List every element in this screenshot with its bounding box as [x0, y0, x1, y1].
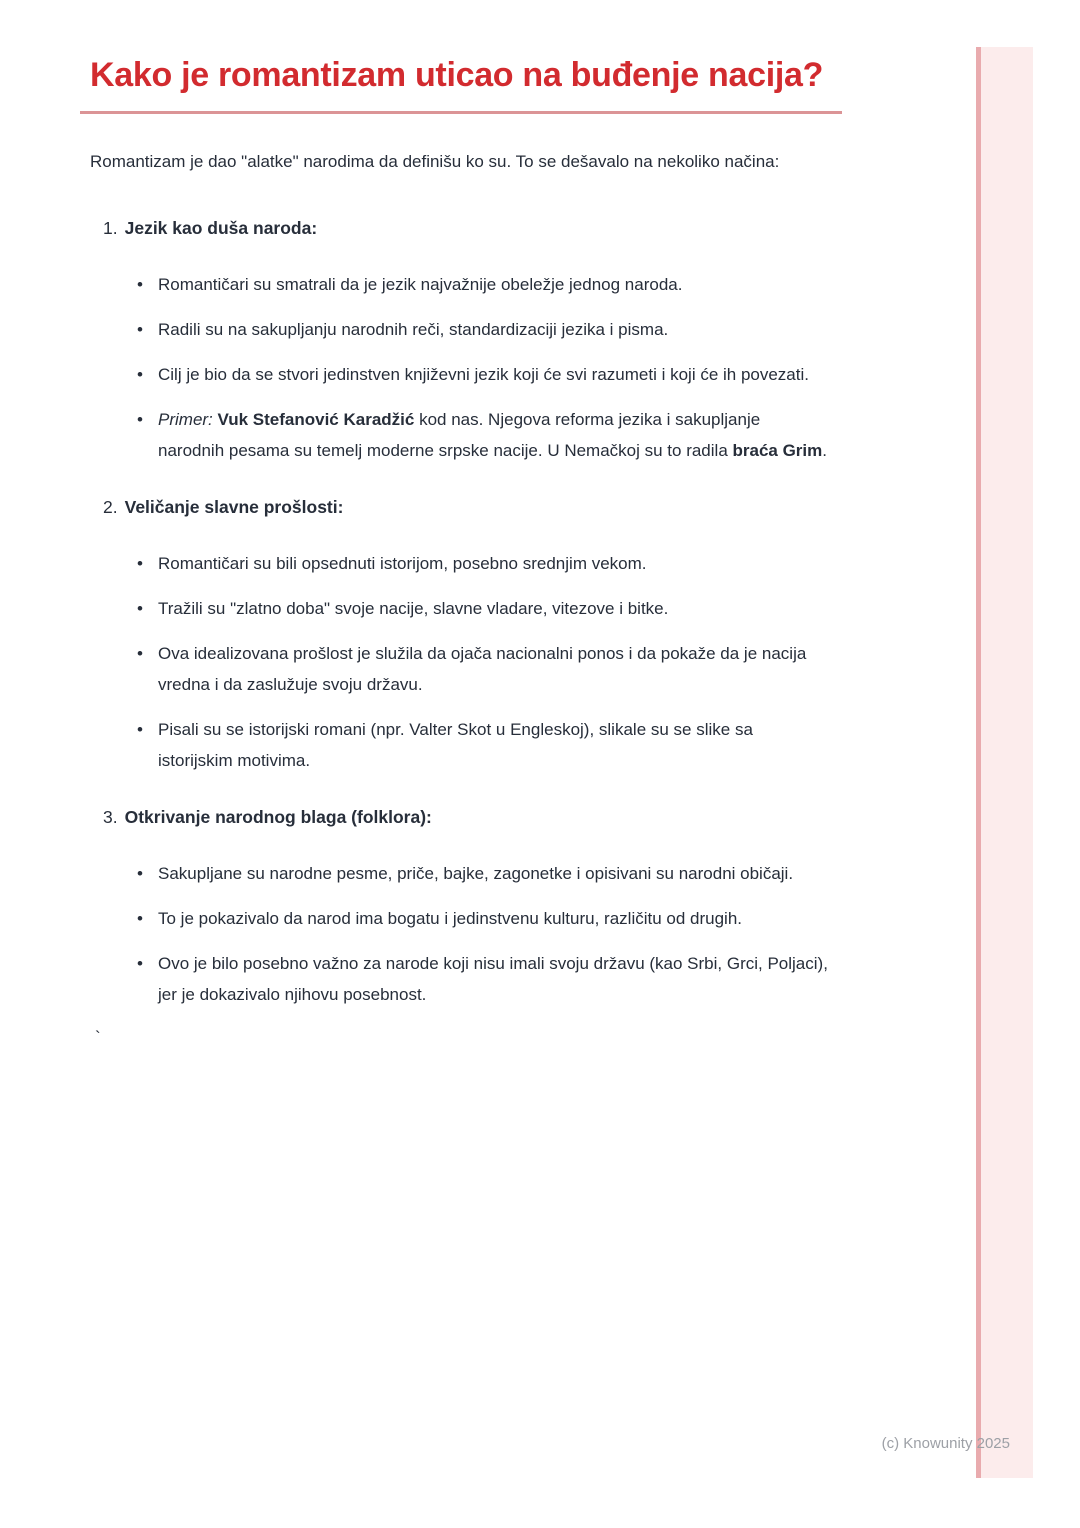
bullet-item	[158, 269, 830, 300]
section-number: 1.	[103, 218, 118, 238]
bullet-item	[158, 359, 830, 390]
stray-backtick-mark: `	[95, 1028, 101, 1047]
bullet-text-segment: braća Grim	[732, 441, 823, 460]
bullet-text-segment: Romantičari su smatrali da je jezik najvažnije obeležje jednog naroda.	[158, 275, 683, 294]
bullet-item	[158, 593, 830, 624]
bullet-text-segment: Ova idealizovana prošlost je služila da ojača nacionalni ponos i da pokaže da je nacija vredna i da zaslužuje svoju državu.	[158, 644, 807, 694]
bullet-list	[90, 548, 830, 776]
bullet-text-segment: Ovo je bilo posebno važno za narode koji nisu imali svoju državu (kao Srbi, Grci, Poljaci), jer je dokazivalo njihovu posebnost.	[158, 954, 828, 1004]
bullet-item	[158, 858, 830, 889]
bullet-item	[158, 903, 830, 934]
section-heading-text: Veličanje slavne prošlosti:	[124, 497, 344, 517]
bullet-text-segment: kod nas. Njegova reforma jezika i sakupljanje narodnih pesama su temelj moderne srpske nacije. U Nemačkoj su to radila	[158, 410, 761, 460]
bullet-text-segment: Radili su na sakupljanju narodnih reči, standardizaciji jezika i pisma.	[158, 320, 669, 339]
bullet-text-segment: Vuk Stefanović Karadžić	[217, 410, 415, 429]
bullet-text-segment: Sakupljane su narodne pesme, priče, bajke, zagonetke i opisivani su narodni običaji.	[158, 864, 794, 883]
section-heading-text: Otkrivanje narodnog blaga (folklora):	[124, 807, 432, 827]
title-divider	[80, 111, 842, 114]
bullet-item	[158, 404, 830, 466]
section-heading	[90, 802, 830, 832]
section-heading	[90, 492, 830, 522]
bullet-item	[158, 314, 830, 345]
intro-paragraph: Romantizam je dao "alatke" narodima da definišu ko su. To se dešavalo na nekoliko načina:	[90, 152, 780, 171]
section-heading-text: Jezik kao duša naroda:	[124, 218, 318, 238]
decorative-stripe	[976, 47, 1033, 1478]
section-language	[90, 213, 830, 466]
bullet-text-segment: .	[822, 441, 827, 460]
section-heading	[90, 213, 830, 243]
bullet-list	[90, 858, 830, 1010]
section-number: 2.	[103, 497, 118, 517]
bullet-text-segment: Cilj je bio da se stvori jedinstven književni jezik koji će svi razumeti i koji će ih povezati.	[158, 365, 809, 384]
bullet-item	[158, 948, 830, 1010]
copyright-notice: (c) Knowunity 2025	[881, 1435, 1010, 1452]
bullet-item	[158, 638, 830, 700]
bullet-item	[158, 548, 830, 579]
section-glorious-past	[90, 492, 830, 776]
section-number: 3.	[103, 807, 118, 827]
bullet-item	[158, 714, 830, 776]
bullet-text-segment: Pisali su se istorijski romani (npr. Valter Skot u Engleskoj), slikale su se slike sa istorijskim motivima.	[158, 720, 753, 770]
page-title: Kako je romantizam uticao na buđenje nacija?	[90, 56, 824, 94]
numbered-section-list	[90, 213, 830, 1010]
bullet-text-segment: To je pokazivalo da narod ima bogatu i jedinstvenu kulturu, različitu od drugih.	[158, 909, 743, 928]
bullet-text-segment: Tražili su "zlatno doba" svoje nacije, slavne vladare, vitezove i bitke.	[158, 599, 669, 618]
bullet-text-segment: Primer:	[158, 410, 213, 429]
bullet-text-segment: Romantičari su bili opsednuti istorijom, posebno srednjim vekom.	[158, 554, 647, 573]
bullet-list	[90, 269, 830, 466]
section-folklore	[90, 802, 830, 1010]
document-body	[90, 0, 830, 1048]
